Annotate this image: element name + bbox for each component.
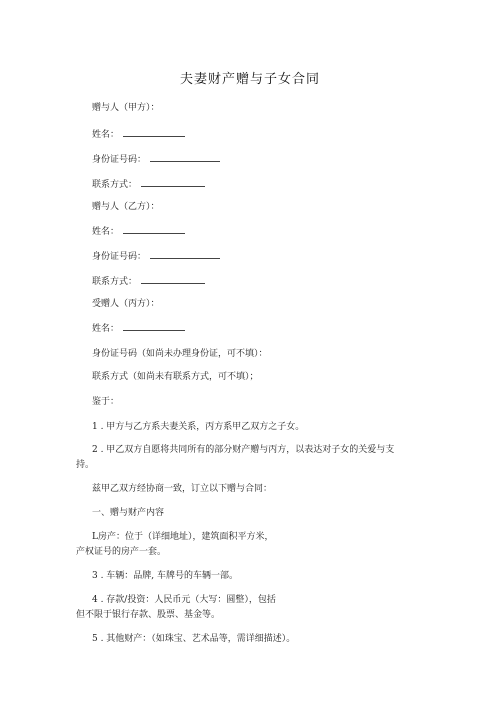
item-5: 5 . 其他财产：（如珠宝、艺术品等，需详细描述）。 (92, 634, 296, 644)
clause-2-line-2: 持。 (76, 460, 95, 470)
contact-a-row (92, 177, 205, 190)
contact-b-label: 联系方式： (92, 277, 138, 287)
section-1-heading: 一、赠与财产内容 (92, 508, 165, 518)
name-b-label: 姓名： (92, 227, 120, 237)
name-b-blank (123, 225, 185, 234)
name-b-row (92, 224, 185, 237)
whereas-label: 鉴于： (92, 397, 120, 407)
contact-a-blank (141, 178, 205, 187)
contact-b-blank (141, 275, 205, 284)
contact-c-line: 联系方式（如尚未有联系方式，可不填）； (92, 372, 259, 382)
id-a-label: 身份证号码： (92, 155, 147, 165)
id-b-blank (150, 250, 220, 259)
page-title: 夫妻财产赠与子女合同 (179, 72, 320, 87)
name-c-label: 姓名： (92, 324, 120, 334)
name-c-blank (123, 322, 185, 331)
item-1-line-1: L房产：位于（详细地址），建筑面积平方米， (92, 532, 274, 542)
contact-a-label: 联系方式： (92, 180, 138, 190)
name-a-label: 姓名： (92, 130, 120, 140)
id-b-row (92, 249, 220, 262)
item-4-line-2: 但不限于银行存款、股票、基金等。 (76, 610, 221, 620)
item-3: 3 . 车辆：品牌, 车牌号的车辆一部。 (92, 571, 239, 581)
id-a-row (92, 152, 220, 165)
name-c-row (92, 321, 185, 334)
id-a-blank (150, 153, 220, 162)
item-4-line-1: 4 . 存款/投资：人民币元（大写：圆整），包括 (92, 595, 276, 605)
donor-b-heading: 赠与人（乙方）： (92, 202, 160, 212)
name-a-blank (123, 128, 185, 137)
contact-b-row (92, 274, 205, 287)
donee-c-heading: 受赠人（丙方）： (92, 299, 160, 309)
id-b-label: 身份证号码： (92, 252, 147, 262)
id-c-line: 身份证号码（如尚未办理身份证，可不填）： (92, 349, 268, 359)
donor-a-heading: 赠与人（甲方）： (92, 103, 160, 113)
agreement-statement: 兹甲乙双方经协商一致，订立以下赠与合同： (92, 484, 273, 494)
clause-2-line-1: 2 . 甲乙双方自愿将共同所有的部分财产赠与丙方，以表达对子女的关爱与支 (92, 445, 395, 455)
name-a-row (92, 127, 185, 140)
item-1-line-2: 产权证号的房产一套。 (76, 547, 167, 557)
clause-1: 1 . 甲方与乙方系夫妻关系，丙方系甲乙双方之子女。 (92, 422, 305, 432)
